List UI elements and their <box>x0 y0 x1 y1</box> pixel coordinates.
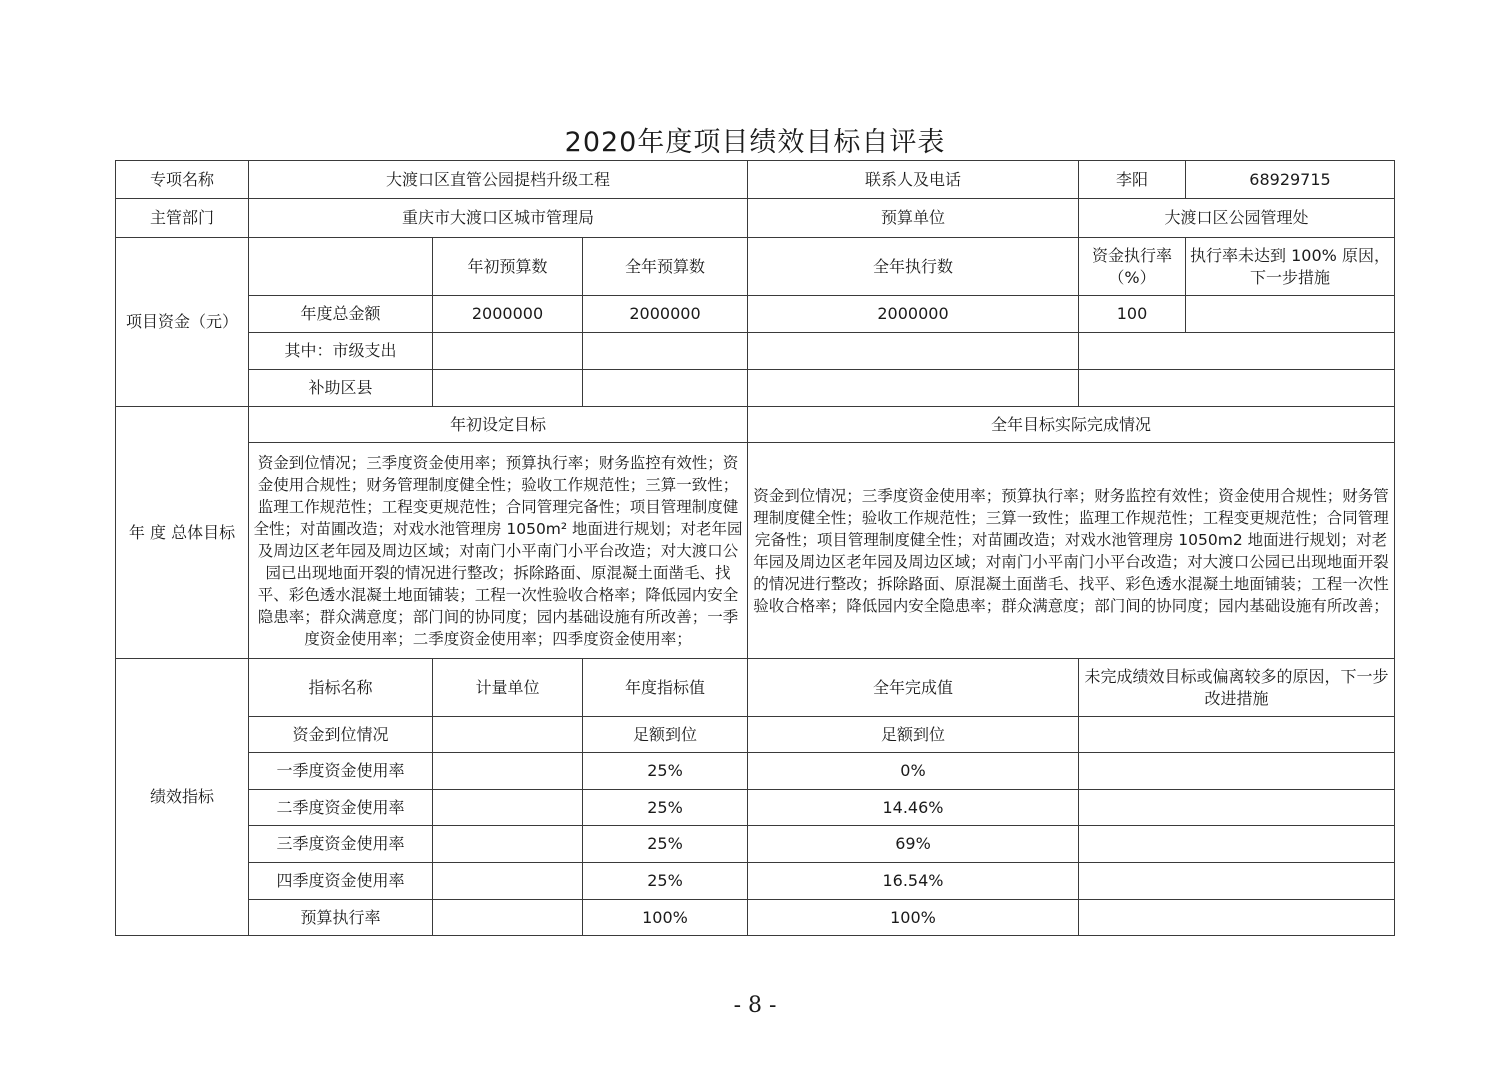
indicator-name: 一季度资金使用率 <box>249 753 433 790</box>
funds-rate <box>1079 370 1395 407</box>
col-indicator-name: 指标名称 <box>249 659 433 717</box>
col-indicator-unit: 计量单位 <box>433 659 583 717</box>
budget-unit-name: 大渡口区公园管理处 <box>1079 199 1395 238</box>
funds-initial <box>433 333 583 370</box>
contact-phone: 68929715 <box>1186 161 1395 199</box>
indicator-unit <box>433 863 583 900</box>
indicator-unit <box>433 826 583 863</box>
funds-section-label: 项目资金（元） <box>116 238 249 407</box>
project-row <box>116 161 1395 199</box>
indicator-target: 25% <box>583 863 748 900</box>
funds-header-row <box>116 238 1395 296</box>
indicator-target: 足额到位 <box>583 717 748 753</box>
indicator-name: 预算执行率 <box>249 900 433 936</box>
indicator-actual: 100% <box>748 900 1079 936</box>
funds-executed <box>748 370 1079 407</box>
funds-row-label: 补助区县 <box>249 370 433 407</box>
funds-rate <box>1079 333 1395 370</box>
indicator-target: 100% <box>583 900 748 936</box>
indicator-unit <box>433 900 583 936</box>
goals-section-label: 年 度 总体目标 <box>116 407 249 659</box>
funds-executed: 2000000 <box>748 296 1079 333</box>
indicator-row <box>116 717 1395 753</box>
indicators-section-label: 绩效指标 <box>116 659 249 936</box>
dept-label: 主管部门 <box>116 199 249 238</box>
funds-annual: 2000000 <box>583 296 748 333</box>
indicator-name: 资金到位情况 <box>249 717 433 753</box>
goals-initial-text: 资金到位情况；三季度资金使用率；预算执行率；财务监控有效性；资金使用合规性；财务管理制度健全性；验收工作规范性；三算一致性；监理工作规范性；工程变更规范性；合同管理完备性；项目管理制度健全性；对苗圃改造；对戏水池管理房 1050m² 地面进行规划；对老年园及周边区老年园及周边区域；对南门小平南门小平台改造；对大渡口公园已出现地面开裂的情况进行整改；拆除路面、原混凝土面凿毛、找平、彩色透水混凝土地面铺装；工程一次性验收合格率；降低园内安全隐患率；群众满意度；部门间的协同度；园内基础设施有所改善；一季度资金使用率；二季度资金使用率；四季度资金使用率； <box>249 443 748 659</box>
page-title: 2020年度项目绩效目标自评表 <box>564 127 946 158</box>
project-name: 大渡口区直管公园提档升级工程 <box>249 161 748 199</box>
indicator-actual: 16.54% <box>748 863 1079 900</box>
indicator-reason <box>1079 826 1395 863</box>
indicator-reason <box>1079 790 1395 826</box>
indicator-name: 三季度资金使用率 <box>249 826 433 863</box>
col-indicator-actual: 全年完成值 <box>748 659 1079 717</box>
funds-blank-header <box>249 238 433 296</box>
performance-table <box>115 160 1395 936</box>
indicator-actual: 69% <box>748 826 1079 863</box>
indicator-unit <box>433 717 583 753</box>
goals-actual-text: 资金到位情况；三季度资金使用率；预算执行率；财务监控有效性；资金使用合规性；财务管理制度健全性；验收工作规范性；三算一致性；监理工作规范性；工程变更规范性；合同管理完备性；项目管理制度健全性；对苗圃改造；对戏水池管理房 1050m2 地面进行规划；对老年园及周边区老年园及周边区域；对南门小平南门小平台改造；对大渡口公园已出现地面开裂的情况进行整改；拆除路面、原混凝土面凿毛、找平、彩色透水混凝土地面铺装；工程一次性验收合格率；降低园内安全隐患率；群众满意度；部门间的协同度；园内基础设施有所改善； <box>748 443 1395 659</box>
funds-annual <box>583 370 748 407</box>
goals-initial-header: 年初设定目标 <box>249 407 748 443</box>
col-initial-budget: 年初预算数 <box>433 238 583 296</box>
funds-executed <box>748 333 1079 370</box>
funds-annual <box>583 333 748 370</box>
indicator-reason <box>1079 900 1395 936</box>
funds-row <box>116 370 1395 407</box>
goals-header-row <box>116 407 1395 443</box>
goals-text-row <box>116 443 1395 659</box>
indicator-unit <box>433 790 583 826</box>
indicator-actual: 0% <box>748 753 1079 790</box>
indicator-actual: 足额到位 <box>748 717 1079 753</box>
funds-row <box>116 333 1395 370</box>
indicator-reason <box>1079 717 1395 753</box>
funds-reason <box>1186 296 1395 333</box>
indicator-reason <box>1079 863 1395 900</box>
budget-unit-label: 预算单位 <box>748 199 1079 238</box>
indicator-actual: 14.46% <box>748 790 1079 826</box>
project-label: 专项名称 <box>116 161 249 199</box>
col-exec-rate: 资金执行率（%） <box>1079 238 1186 296</box>
col-indicator-target: 年度指标值 <box>583 659 748 717</box>
goals-actual-header: 全年目标实际完成情况 <box>748 407 1395 443</box>
funds-row <box>116 296 1395 333</box>
indicator-row <box>116 753 1395 790</box>
page-number: - 8 - <box>733 993 777 1018</box>
indicator-target: 25% <box>583 753 748 790</box>
contact-label: 联系人及电话 <box>748 161 1079 199</box>
funds-rate: 100 <box>1079 296 1186 333</box>
indicator-target: 25% <box>583 826 748 863</box>
funds-row-label: 其中：市级支出 <box>249 333 433 370</box>
col-annual-budget: 全年预算数 <box>583 238 748 296</box>
dept-row <box>116 199 1395 238</box>
col-executed: 全年执行数 <box>748 238 1079 296</box>
col-indicator-reason: 未完成绩效目标或偏离较多的原因，下一步改进措施 <box>1079 659 1395 717</box>
indicator-reason <box>1079 753 1395 790</box>
indicator-name: 二季度资金使用率 <box>249 790 433 826</box>
dept-name: 重庆市大渡口区城市管理局 <box>249 199 748 238</box>
indicator-name: 四季度资金使用率 <box>249 863 433 900</box>
indicator-unit <box>433 753 583 790</box>
indicator-row <box>116 900 1395 936</box>
funds-initial <box>433 370 583 407</box>
indicator-row <box>116 863 1395 900</box>
funds-initial: 2000000 <box>433 296 583 333</box>
indicator-row <box>116 790 1395 826</box>
indicator-row <box>116 826 1395 863</box>
contact-name: 李阳 <box>1079 161 1186 199</box>
funds-row-label: 年度总金额 <box>249 296 433 333</box>
col-exec-reason: 执行率未达到 100% 原因，下一步措施 <box>1186 238 1395 296</box>
indicator-target: 25% <box>583 790 748 826</box>
indicators-header-row <box>116 659 1395 717</box>
